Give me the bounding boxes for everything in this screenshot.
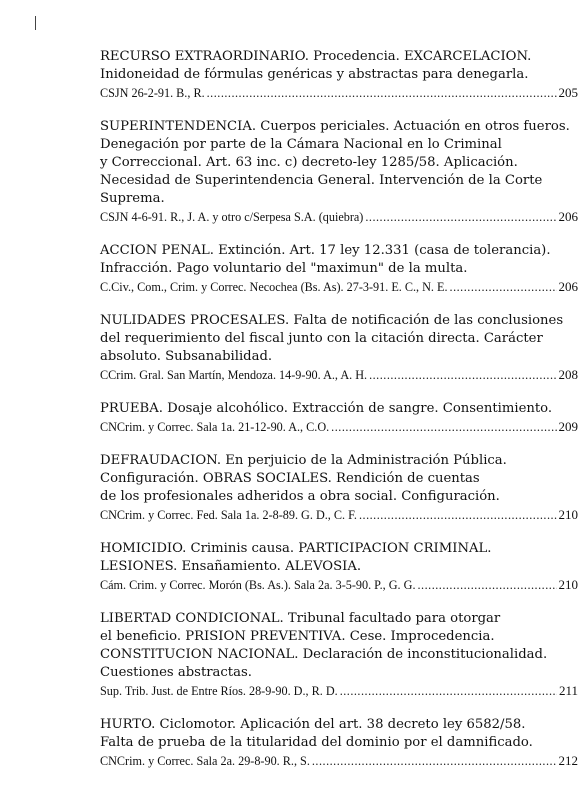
- page-number: 205: [558, 85, 578, 100]
- entry-text-line: HOMICIDIO. Criminis causa. PARTICIPACION CRIMINAL.: [100, 541, 492, 556]
- entry-text-line: Suprema.: [100, 191, 165, 206]
- entry-citation: [100, 506, 578, 524]
- entry-text-line: de los profesionales adheridos a obra social. Configuración.: [100, 489, 500, 504]
- dot-leader: [418, 576, 557, 594]
- page-number: 211: [558, 683, 578, 698]
- entry-citation: [100, 278, 578, 296]
- page-number: 206: [558, 279, 578, 294]
- entry-citation: [100, 576, 578, 594]
- entry-text-line: Falta de prueba de la titularidad del dominio por el damnificado.: [100, 735, 533, 750]
- entry-text-line: y Correccional. Art. 63 inc. c) decreto-ley 1285/58. Aplicación.: [100, 155, 518, 170]
- index-entry: [100, 48, 578, 102]
- entry-text-line: DEFRAUDACION. En perjuicio de la Administración Pública.: [100, 453, 507, 468]
- page-number: 210: [558, 507, 578, 522]
- index-entry: [100, 312, 578, 384]
- page-number: 210: [558, 577, 578, 592]
- entry-citation: [100, 682, 578, 700]
- dot-leader: [359, 506, 557, 524]
- entry-text-line: Cuestiones abstractas.: [100, 665, 252, 680]
- entry-text-line: del requerimiento del fiscal junto con la citación directa. Carácter: [100, 331, 543, 346]
- entry-text-line: Necesidad de Superintendencia General. Intervención de la Corte: [100, 173, 543, 188]
- index-entry: [100, 242, 578, 296]
- entry-text-line: Denegación por parte de la Cámara Nacional en lo Criminal: [100, 137, 502, 152]
- citation-source: CSJN 26-2-91. B., R.: [100, 86, 205, 100]
- entry-text-line: NULIDADES PROCESALES. Falta de notificación de las conclusiones: [100, 313, 564, 328]
- index-entry: [100, 400, 578, 436]
- entry-text-line: LESIONES. Ensañamiento. ALEVOSIA.: [100, 559, 362, 574]
- index-entry: [100, 610, 578, 700]
- entry-text-line: HURTO. Ciclomotor. Aplicación del art. 38 decreto ley 6582/58.: [100, 717, 526, 732]
- entry-text-line: Infracción. Pago voluntario del "maximun" de la multa.: [100, 261, 468, 276]
- citation-source: Sup. Trib. Just. de Entre Ríos. 28-9-90. D., R. D.: [100, 684, 338, 698]
- entry-citation: [100, 366, 578, 384]
- dot-leader: [369, 366, 556, 384]
- entry-text-line: el beneficio. PRISION PREVENTIVA. Cese. Improcedencia.: [100, 629, 495, 644]
- citation-source: Cám. Crim. y Correc. Morón (Bs. As.). Sala 2a. 3-5-90. P., G. G.: [100, 578, 416, 592]
- page-number: 209: [558, 419, 578, 434]
- index-entry: [100, 540, 578, 594]
- page-number: 208: [558, 367, 578, 382]
- entry-text-line: Configuración. OBRAS SOCIALES. Rendición de cuentas: [100, 471, 480, 486]
- page-number: 212: [558, 753, 578, 768]
- dot-leader: [312, 752, 557, 770]
- entry-citation: [100, 84, 578, 102]
- entry-text-line: ACCION PENAL. Extinción. Art. 17 ley 12.331 (casa de tolerancia).: [100, 243, 551, 258]
- margin-mark: [35, 16, 36, 30]
- entry-text-line: Inidoneidad de fórmulas genéricas y abstractas para denegarla.: [100, 67, 529, 82]
- citation-source: CSJN 4-6-91. R., J. A. y otro c/Serpesa S.A. (quiebra): [100, 210, 364, 224]
- dot-leader: [331, 418, 556, 436]
- dot-leader: [340, 682, 557, 700]
- entry-text-line: CONSTITUCION NACIONAL. Declaración de inconstitucionalidad.: [100, 647, 548, 662]
- citation-source: C.Civ., Com., Crim. y Correc. Necochea (Bs. As). 27-3-91. E. C., N. E.: [100, 280, 448, 294]
- index-entry: [100, 452, 578, 524]
- entry-text-line: absoluto. Subsanabilidad.: [100, 349, 273, 364]
- entry-text-line: PRUEBA. Dosaje alcohólico. Extracción de sangre. Consentimiento.: [100, 401, 553, 416]
- entry-citation: [100, 208, 578, 226]
- citation-source: CNCrim. y Correc. Sala 2a. 29-8-90. R., S.: [100, 754, 310, 768]
- entry-text-line: RECURSO EXTRAORDINARIO. Procedencia. EXCARCELACION.: [100, 49, 532, 64]
- entry-text-line: LIBERTAD CONDICIONAL. Tribunal facultado para otorgar: [100, 611, 501, 626]
- dot-leader: [450, 278, 557, 296]
- page-number: 206: [558, 209, 578, 224]
- entry-citation: [100, 752, 578, 770]
- entry-citation: [100, 418, 578, 436]
- entry-text-line: SUPERINTENDENCIA. Cuerpos periciales. Actuación en otros fueros.: [100, 119, 570, 134]
- index-entry: [100, 716, 578, 770]
- index-entry: [100, 118, 578, 226]
- citation-source: CNCrim. y Correc. Sala 1a. 21-12-90. A., C.O.: [100, 420, 330, 434]
- case-index: [100, 48, 578, 786]
- citation-source: CCrim. Gral. San Martín, Mendoza. 14-9-90. A., A. H.: [100, 368, 368, 382]
- dot-leader: [207, 84, 557, 102]
- dot-leader: [365, 208, 556, 226]
- citation-source: CNCrim. y Correc. Fed. Sala 1a. 2-8-89. G. D., C. F.: [100, 508, 357, 522]
